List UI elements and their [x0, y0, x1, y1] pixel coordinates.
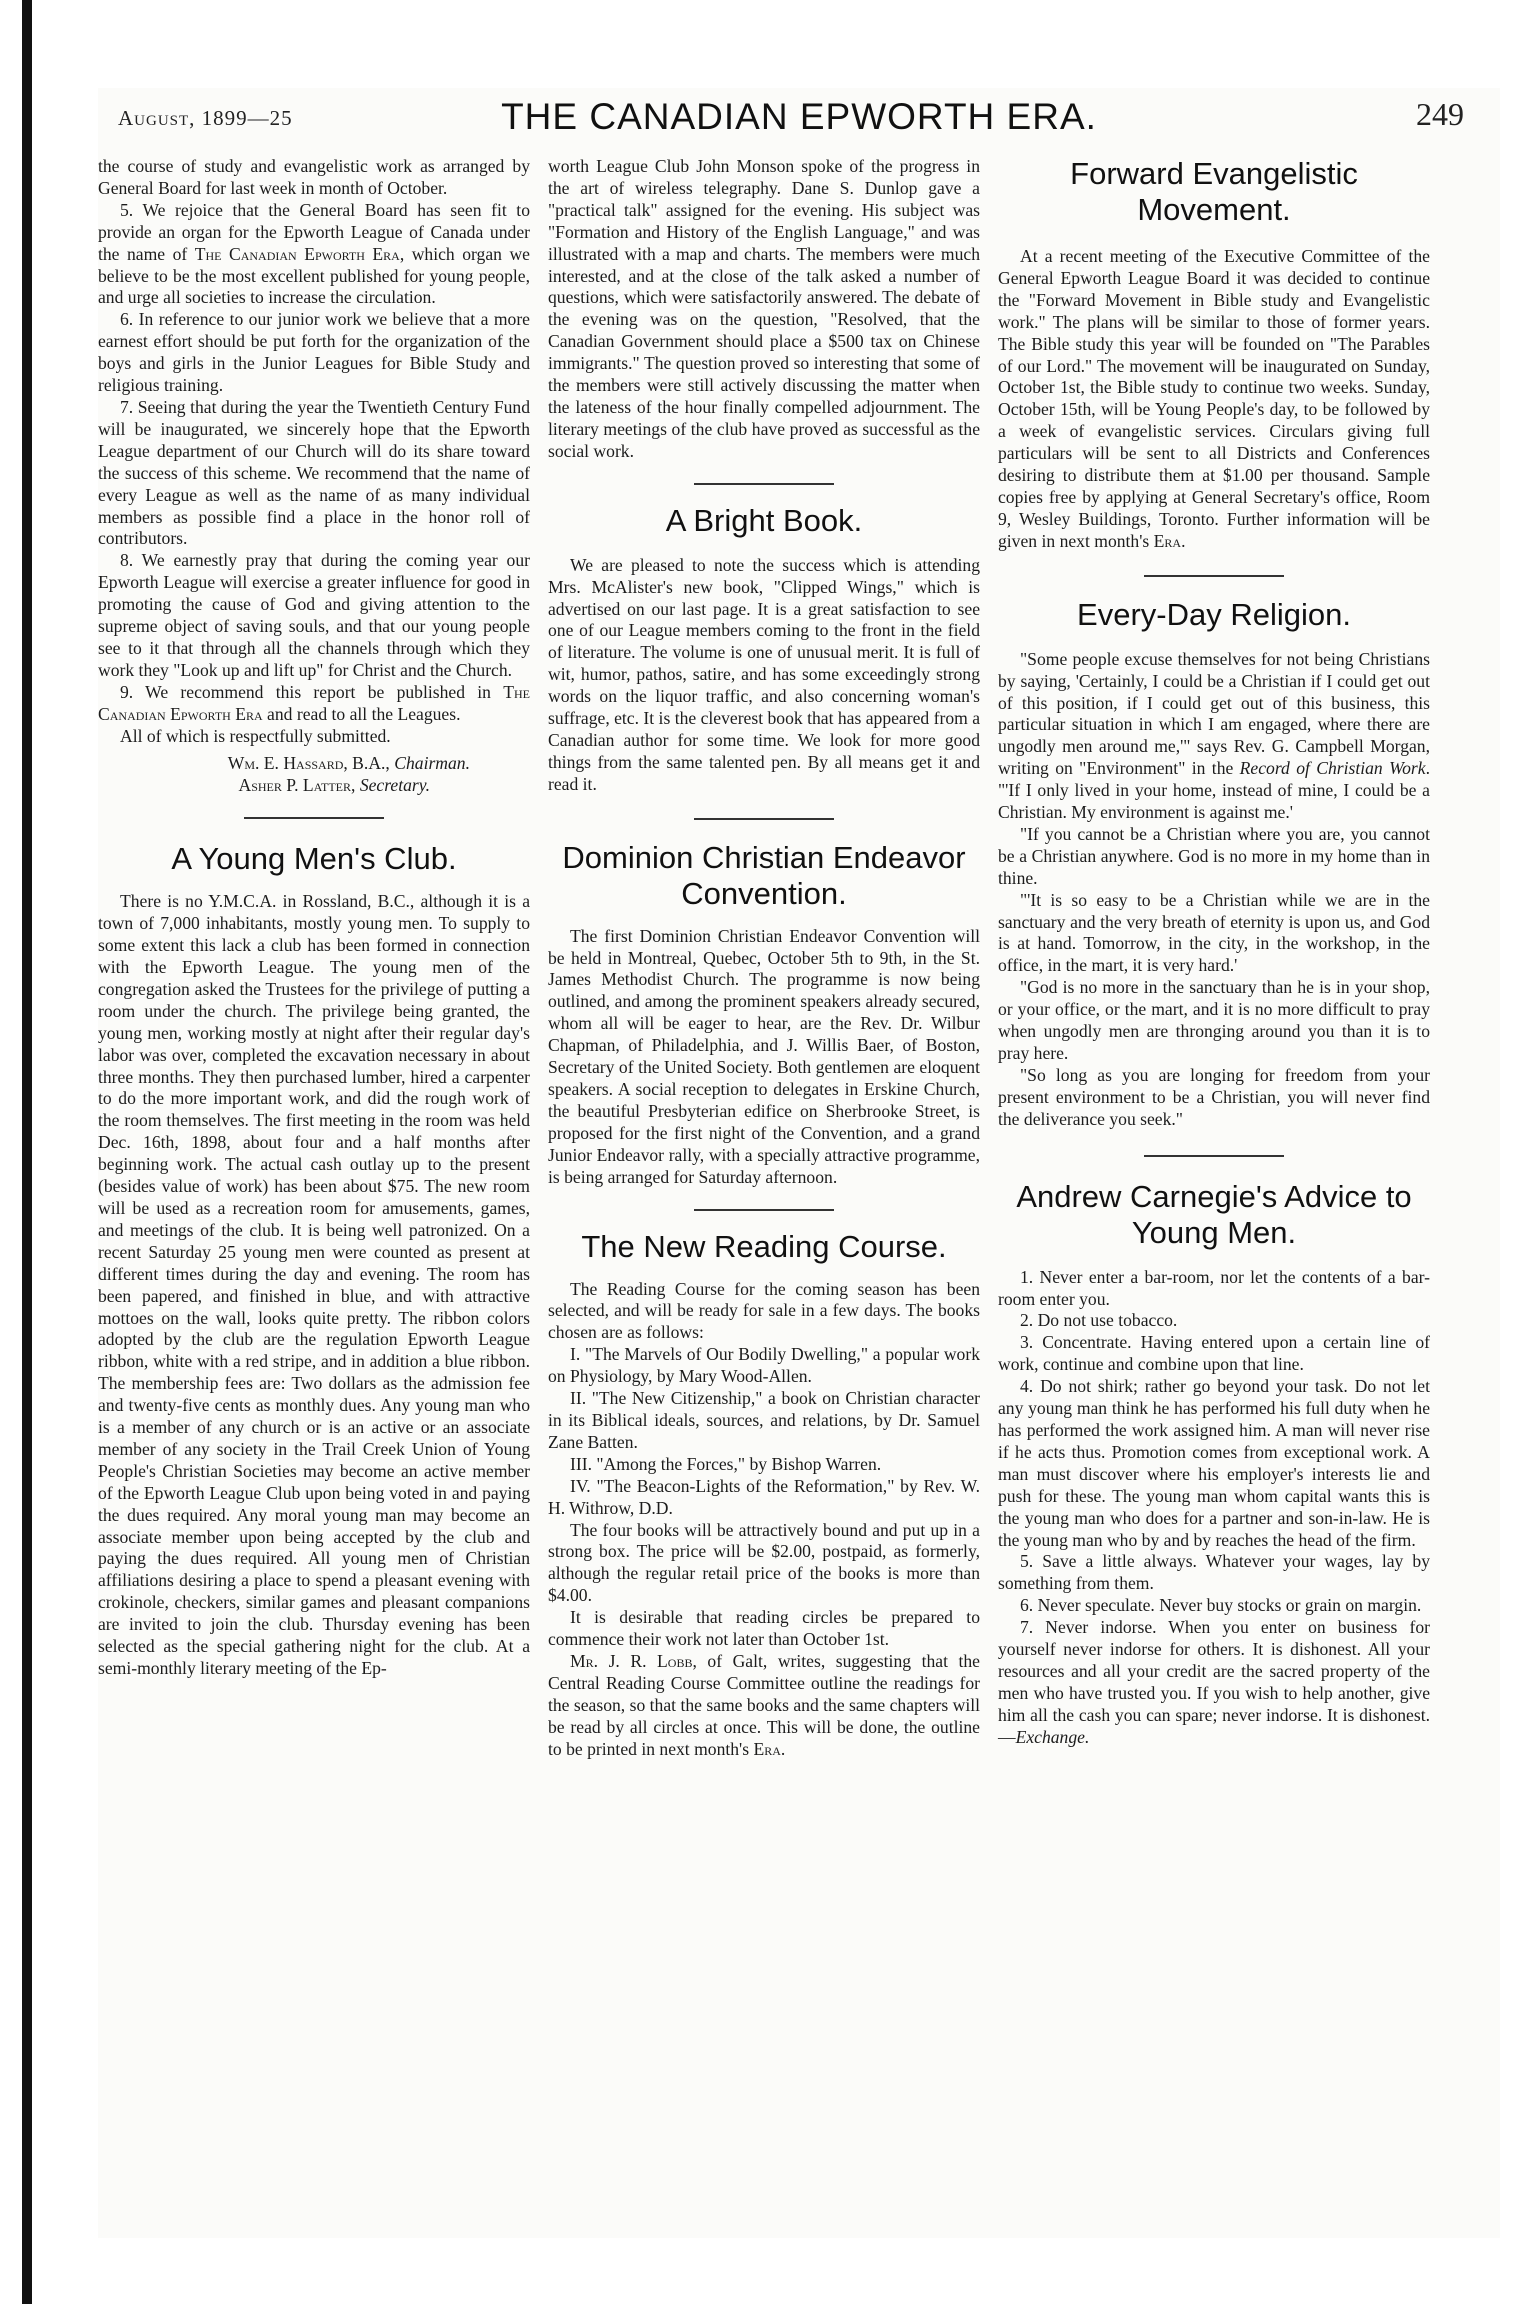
page-number: 249: [1416, 96, 1464, 132]
religion-paragraph-3: "'It is so easy to be a Christian while we are in the sanctuary and the very breath of eternity is upon us, and God is at hand. Tomorrow, in the city, in the workshop, in the office, in the mart, it is very hard.': [998, 889, 1430, 976]
reading-course-price: The four books will be attractively bound and put up in a strong box. The price will be $2.00, postpaid, as formerly, although the regular retail price of the books is more than $4.00.: [548, 1519, 980, 1606]
report-paragraph-7: 7. Seeing that during the year the Twentieth Century Fund will be inaugurated, we sincerely hope that the Epworth League department of our Church will do its share toward the success of this scheme. We recommend that the name of every League as well as the name of as many individual members as possible find a place in the honor roll of contributors.: [98, 396, 530, 549]
reading-course-book-3: III. "Among the Forces," by Bishop Warren.: [570, 1453, 882, 1474]
source-credit: Exchange.: [1015, 1726, 1090, 1747]
reading-course-intro: The Reading Course for the coming season has been selected, and will be ready for sale in a few days. The books chosen are as follows:: [548, 1278, 980, 1343]
religion-paragraph-2: "If you cannot be a Christian where you are, you cannot be a Christian anywhere. God is no more in my home than in thine.: [998, 823, 1430, 888]
report-closing: All of which is respectfully submitted.: [120, 725, 391, 746]
reading-course-book-1: I. "The Marvels of Our Bodily Dwelling," a popular work on Physiology, by Mary Wood-Allen.: [548, 1344, 980, 1387]
era-name: The Canadian Epworth Era: [98, 681, 530, 724]
section-divider: [244, 817, 384, 819]
era-name: The Canadian Epworth Era: [194, 243, 400, 264]
era-name: Era: [1153, 530, 1182, 551]
report-paragraph-5: 5. We rejoice that the General Board has seen fit to provide an organ for the Epworth League of Canada under the name of The Canadian Epworth Era, which organ we believe to be the most excellent published for young people, and urge all societies to increase the circulation.: [98, 199, 530, 308]
advice-item-1: 1. Never enter a bar-room, nor let the contents of a bar-room enter you.: [998, 1266, 1430, 1309]
newspaper-page: [98, 88, 1500, 2238]
column-2: [548, 156, 980, 1760]
issue-date: August, 1899—25: [118, 106, 293, 130]
religion-paragraph-1: "Some people excuse themselves for not being Christians by saying, 'Certainly, I could be a Christian if I could get out of this position, if I could get out of this business, this particular situation in which I am engaged, where there are ungodly men around me,'" says Rev. G. Campbell Morgan, writing on "Environment" in the Record of Christian Work. "'If I only lived in your home, instead of mine, I could be a Christian. My environment is against me.': [998, 648, 1430, 823]
heading-bright-book: A Bright Book.: [665, 502, 863, 538]
heading-dominion-convention: Dominion Christian Endeavor Convention.: [562, 839, 966, 911]
report-paragraph-8: 8. We earnestly pray that during the coming year our Epworth League will exercise a greater influence for good in promoting the cause of God and giving attention to the supreme object of saving souls, and that our young people see to it that through all the channels through which they work they "Look up and lift up" for Christ and the Church.: [98, 550, 530, 680]
column-1: [98, 156, 530, 1680]
heading-reading-course: The New Reading Course.: [581, 1228, 947, 1264]
forward-movement-article: At a recent meeting of the Executive Committee of the General Epworth League Board it was decided to continue the "Forward Movement in Bible study and Evangelistic work." The plans will be similar to those of former years. The Bible study this year will be founded on "The Parables of our Lord." The movement will be inaugurated on Sunday, October 1st, the Bible study to continue two weeks. Sunday, October 15th, will be Young People's day, to be followed by a week of evangelistic services. Circulars giving full particulars will be sent to all Districts and Conferences desiring to distribute them at $1.00 per thousand. Sample copies free by applying at General Secretary's office, Room 9, Wesley Buildings, Toronto. Further information will be given in next month's Era.: [998, 246, 1430, 551]
column-3: [998, 156, 1430, 1749]
religion-paragraph-4: "God is no more in the sanctuary than he is in your shop, or your office, or the mart, and it is no more difficult to pray when ungodly men are thronging around you than it is to pray here.: [998, 977, 1430, 1063]
heading-forward-movement: Forward Evangelistic Movement.: [1070, 156, 1358, 227]
advice-item-7: 7. Never indorse. When you enter on business for yourself never indorse for others. It is dishonest. All your resources and all your credit are the sacred property of the men who have trusted you. If you wish to help another, give him all the cash you can spare; never indorse. It is dishonest.—Exchange.: [998, 1617, 1430, 1747]
signature-secretary: Asher P. Latter, Secretary.: [238, 775, 430, 796]
club-article: There is no Y.M.C.A. in Rossland, B.C., although it is a town of 7,000 inhabitants, mostly young men. To supply to some extent this lack a club has been formed in connection with the Epworth League. The young men of the congregation asked the Trustees for the privilege of putting a room under the church. The privilege being granted, the young men, working mostly at night after their regular day's labor was over, completed the excavation necessary in about three months. They then purchased lumber, hired a carpenter to do the more important work, and did the rough work of the room themselves. The first meeting in the room was held Dec. 16th, 1898, about four and a half months after beginning work. The actual cash outlay up to the present (besides value of work) has been about $75. The new room will be used as a recreation room for amusements, games, and meetings of the club. It is being well patronized. On a recent Saturday 25 young men were counted as present at different times during the day and evening. The room has been papered, and finished in blue, and with attractive mottoes on the wall, looks quite pretty. The ribbon colors adopted by the club are the regulation Epworth League ribbon, white with a red stripe, and in addition a blue ribbon. The membership fees are: Two dollars as the admission fee and twenty-five cents as monthly dues. Any young man who is a member of any church or is an active or an associate member of any society in the Trail Creek Union of Young People's Christian Societies may become an active member of the Epworth League Club upon being voted in and paying the dues required. Any moral young man may become an associate member upon being accepted by the club and paying the dues required. All young men of Christian affiliations desiring a place to spend a pleasant evening with crokinole, checkers, similar games and pleasant companions are invited to join the club. Thursday evening has been selected as the special gathering night for the club. At a semi-monthly literary meeting of the Ep-: [98, 891, 530, 1678]
reading-course-book-4: IV. "The Beacon-Lights of the Reformation," by Rev. W. H. Withrow, D.D.: [548, 1475, 980, 1518]
section-divider: [694, 1209, 834, 1211]
reading-course-date: It is desirable that reading circles be prepared to commence their work not later than October 1st.: [548, 1607, 980, 1650]
religion-paragraph-5: "So long as you are longing for freedom from your present environment to be a Christian, you will never find the deliverance you seek.": [998, 1064, 1430, 1129]
section-divider: [1144, 1155, 1284, 1157]
scan-edge-bar: [22, 0, 32, 2304]
report-paragraph-9: 9. We recommend this report be published in The Canadian Epworth Era and read to all the Leagues.: [98, 681, 530, 724]
heading-carnegie-advice: Andrew Carnegie's Advice to Young Men.: [1016, 1178, 1412, 1250]
advice-item-4: 4. Do not shirk; rather go beyond your task. Do not let any young man think he has performed his full duty when he has performed the work assigned him. A man will never rise if he acts thus. Promotion comes from exceptional work. A man must discover where his employer's interests lie and push for these. The young man whom capital wants this is the young man who does for a partner and son-in-law. He is the young man who by and by reaches the head of the firm.: [998, 1376, 1430, 1550]
era-name: Era: [753, 1738, 781, 1759]
record-title: Record of Christian Work: [1239, 758, 1426, 779]
advice-item-3: 3. Concentrate. Having entered upon a certain line of work, continue and combine upon that line.: [998, 1332, 1430, 1375]
dominion-convention-article: The first Dominion Christian Endeavor Convention will be held in Montreal, Quebec, October 5th to 9th, in the St. James Methodist Church. The programme is now being outlined, and among the prominent speakers already secured, whom all will be eager to hear, are the Rev. Dr. Wilbur Chapman, of Philadelphia, and J. Willis Baer, of Boston, Secretary of the United Society. Both gentlemen are eloquent speakers. A social reception to delegates in Erskine Church, the beautiful Presbyterian edifice on Sherbrooke Street, is proposed for the first night of the Convention, and a grand Junior Endeavor rally, with a specially attractive programme, is being arranged for Saturday afternoon.: [548, 925, 980, 1187]
heading-every-day-religion: Every-Day Religion.: [1077, 596, 1351, 632]
report-paragraph-6: 6. In reference to our junior work we believe that a more earnest effort should be put forth for the organization of the boys and girls in the Junior Leagues for Bible Study and religious training.: [98, 309, 530, 396]
advice-item-2: 2. Do not use tobacco.: [1020, 1310, 1178, 1331]
page-header: [98, 88, 1500, 138]
section-divider: [694, 818, 834, 820]
section-divider: [1144, 575, 1284, 577]
bright-book-article: We are pleased to note the success which is attending Mrs. McAlister's new book, "Clipped Wings," which is advertised on our last page. It is a great satisfaction to see one of our League members coming to the front in the field of literature. The volume is one of unusual merit. It is full of wit, humor, pathos, satire, and has some exceedingly strong words on the liquor traffic, and also concerning woman's suffrage, etc. It is the cleverest book that has appeared from a Canadian author for some time. We look for more good things from the same talented pen. By all means get it and read it.: [548, 554, 981, 794]
reading-course-lobb: Mr. J. R. Lobb, of Galt, writes, suggesting that the Central Reading Course Committee outline the readings for the season, so that the same books and the same chapters will be read by all circles at once. This will be done, the outline to be printed in next month's Era.: [548, 1650, 980, 1759]
section-divider: [694, 483, 834, 485]
report-paragraph: the course of study and evangelistic work as arranged by General Board for last week in month of October.: [98, 156, 530, 198]
club-article-continued: worth League Club John Monson spoke of the progress in the art of wireless telegraphy. Dane S. Dunlop gave a "practical talk" assigned for the evening. His subject was "Formation and History of the English Language," and was illustrated with a map and charts. The members were much interested, and at the close of the talk asked a number of questions, which were satisfactorily answered. The debate of the evening was on the question, "Resolved, that the Canadian Government should place a $500 tax on Chinese immigrants." The question proved so interesting that some of the members were still actively discussing the matter when the lateness of the hour finally compelled adjournment. The literary meetings of the club have proved as successful as the social work.: [548, 156, 980, 461]
advice-item-6: 6. Never speculate. Never buy stocks or grain on margin.: [1020, 1595, 1422, 1616]
advice-item-5: 5. Save a little always. Whatever your wages, lay by something from them.: [998, 1551, 1430, 1594]
signature-chairman: Wm. E. Hassard, B.A., Chairman.: [227, 753, 470, 774]
heading-young-mens-club: A Young Men's Club.: [171, 841, 457, 877]
publication-title: THE CANADIAN EPWORTH ERA.: [501, 96, 1097, 137]
reading-course-book-2: II. "The New Citizenship," a book on Christian character in its Biblical ideals, sources, and relations, by Dr. Samuel Zane Batten.: [548, 1388, 980, 1452]
